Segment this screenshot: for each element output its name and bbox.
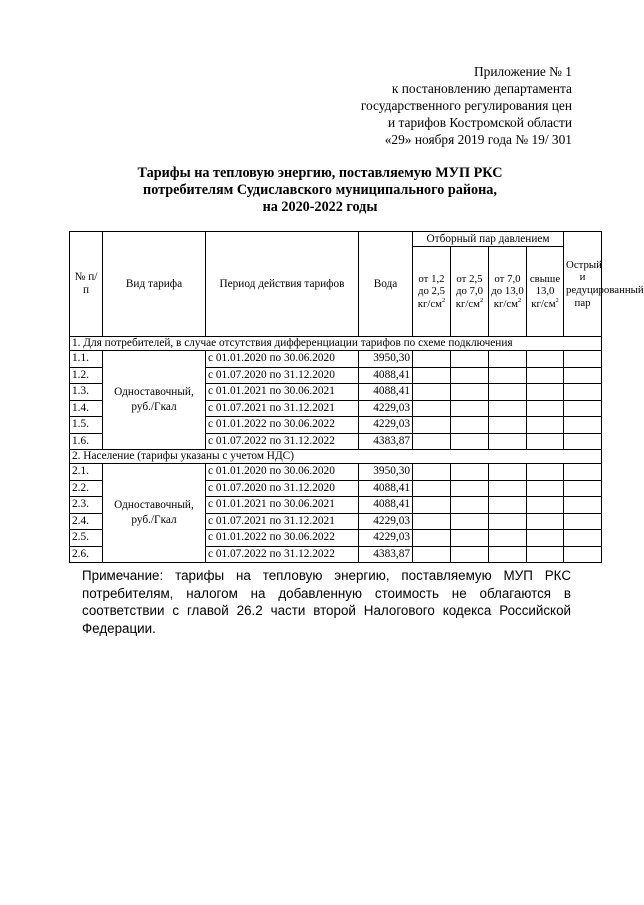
empty-steam-cell bbox=[489, 530, 527, 547]
water-tariff: 4088,41 bbox=[359, 384, 413, 401]
empty-steam-cell bbox=[413, 546, 451, 563]
note-text: Примечание: тарифы на тепловую энергию, поставляемую МУП РКС потребителям, налогом на добавленную стоимость не облагаются в соответствии с главой 26.2 части второй Налогового кодекса Российской Федерации. bbox=[82, 568, 571, 636]
empty-steam-cell bbox=[451, 480, 489, 497]
empty-steam-cell bbox=[527, 367, 564, 384]
empty-steam-cell bbox=[413, 351, 451, 368]
water-tariff: 4383,87 bbox=[359, 433, 413, 450]
tariff-period: с 01.07.2021 по 31.12.2021 bbox=[206, 513, 359, 530]
empty-steam-cell bbox=[527, 351, 564, 368]
empty-steam-cell bbox=[564, 384, 602, 401]
empty-steam-cell bbox=[413, 384, 451, 401]
document-title bbox=[0, 165, 640, 216]
empty-steam-cell bbox=[451, 513, 489, 530]
row-number: 2.2. bbox=[70, 480, 103, 497]
empty-steam-cell bbox=[489, 480, 527, 497]
empty-steam-cell bbox=[451, 464, 489, 481]
title-line: на 2020-2022 годы bbox=[262, 199, 378, 215]
section-title-row bbox=[70, 450, 602, 464]
tariff-period: с 01.07.2021 по 31.12.2021 bbox=[206, 400, 359, 417]
empty-steam-cell bbox=[451, 417, 489, 434]
row-number: 2.6. bbox=[70, 546, 103, 563]
header-steam-1: от 1,2 до 2,5 $кг/см^2$ bbox=[413, 247, 451, 337]
water-tariff: 4229,03 bbox=[359, 417, 413, 434]
empty-steam-cell bbox=[451, 433, 489, 450]
empty-steam-cell bbox=[451, 497, 489, 514]
empty-steam-cell bbox=[413, 464, 451, 481]
row-number: 1.3. bbox=[70, 384, 103, 401]
empty-steam-cell bbox=[527, 433, 564, 450]
empty-steam-cell bbox=[451, 546, 489, 563]
empty-steam-cell bbox=[413, 497, 451, 514]
empty-steam-cell bbox=[564, 464, 602, 481]
empty-steam-cell bbox=[413, 367, 451, 384]
tariff-period: с 01.07.2022 по 31.12.2022 bbox=[206, 546, 359, 563]
tariff-period: с 01.07.2020 по 31.12.2020 bbox=[206, 367, 359, 384]
water-tariff: 4229,03 bbox=[359, 513, 413, 530]
row-number: 1.6. bbox=[70, 433, 103, 450]
row-number: 2.1. bbox=[70, 464, 103, 481]
empty-steam-cell bbox=[489, 384, 527, 401]
empty-steam-cell bbox=[489, 367, 527, 384]
water-tariff: 4088,41 bbox=[359, 497, 413, 514]
row-number: 2.5. bbox=[70, 530, 103, 547]
tariff-period: с 01.01.2021 по 30.06.2021 bbox=[206, 497, 359, 514]
header-steam-4: свыше 13,0 $кг/см^2$ bbox=[527, 247, 564, 337]
empty-steam-cell bbox=[451, 351, 489, 368]
table-header-row bbox=[70, 232, 602, 247]
empty-steam-cell bbox=[413, 417, 451, 434]
row-number: 2.4. bbox=[70, 513, 103, 530]
tariff-period: с 01.01.2022 по 30.06.2022 bbox=[206, 530, 359, 547]
empty-steam-cell bbox=[413, 433, 451, 450]
empty-steam-cell bbox=[564, 417, 602, 434]
empty-steam-cell bbox=[564, 433, 602, 450]
empty-steam-cell bbox=[564, 513, 602, 530]
section-title: 2. Население (тарифы указаны с учетом НДС) bbox=[70, 450, 602, 464]
empty-steam-cell bbox=[489, 497, 527, 514]
tariff-period: с 01.01.2021 по 30.06.2021 bbox=[206, 384, 359, 401]
section-title: 1. Для потребителей, в случае отсутствия дифференциации тарифов по схеме подключения bbox=[70, 337, 602, 351]
appendix-line: к постановлению департамента bbox=[391, 81, 572, 96]
header-kind: Вид тарифа bbox=[103, 232, 206, 337]
header-period: Период действия тарифов bbox=[206, 232, 359, 337]
empty-steam-cell bbox=[564, 351, 602, 368]
empty-steam-cell bbox=[489, 464, 527, 481]
tariff-kind: Одноставочный, руб./Гкал bbox=[103, 351, 206, 450]
empty-steam-cell bbox=[564, 400, 602, 417]
table-row bbox=[70, 464, 602, 481]
empty-steam-cell bbox=[413, 400, 451, 417]
water-tariff: 4383,87 bbox=[359, 546, 413, 563]
empty-steam-cell bbox=[564, 546, 602, 563]
water-tariff: 4088,41 bbox=[359, 367, 413, 384]
empty-steam-cell bbox=[413, 513, 451, 530]
appendix-date-line: «29» ноября 2019 года № 19/ 301 bbox=[384, 132, 572, 147]
empty-steam-cell bbox=[564, 530, 602, 547]
empty-steam-cell bbox=[451, 400, 489, 417]
empty-steam-cell bbox=[527, 546, 564, 563]
empty-steam-cell bbox=[489, 513, 527, 530]
empty-steam-cell bbox=[489, 400, 527, 417]
empty-steam-cell bbox=[451, 384, 489, 401]
tariff-period: с 01.01.2022 по 30.06.2022 bbox=[206, 417, 359, 434]
empty-steam-cell bbox=[527, 464, 564, 481]
tariff-period: с 01.01.2020 по 30.06.2020 bbox=[206, 351, 359, 368]
empty-steam-cell bbox=[527, 530, 564, 547]
appendix-line: государственного регулирования цен bbox=[360, 98, 572, 113]
row-number: 1.4. bbox=[70, 400, 103, 417]
header-num: № п/п bbox=[70, 232, 103, 337]
empty-steam-cell bbox=[564, 480, 602, 497]
tariff-period: с 01.01.2020 по 30.06.2020 bbox=[206, 464, 359, 481]
water-tariff: 4229,03 bbox=[359, 400, 413, 417]
empty-steam-cell bbox=[489, 351, 527, 368]
empty-steam-cell bbox=[489, 417, 527, 434]
row-number: 1.5. bbox=[70, 417, 103, 434]
empty-steam-cell bbox=[413, 530, 451, 547]
row-number: 1.2. bbox=[70, 367, 103, 384]
header-steam-2: от 2,5 до 7,0 $кг/см^2$ bbox=[451, 247, 489, 337]
table-row bbox=[70, 351, 602, 368]
empty-steam-cell bbox=[527, 417, 564, 434]
water-tariff: 4088,41 bbox=[359, 480, 413, 497]
empty-steam-cell bbox=[564, 367, 602, 384]
tariff-kind: Одноставочный, руб./Гкал bbox=[103, 464, 206, 563]
tariff-period: с 01.07.2022 по 31.12.2022 bbox=[206, 433, 359, 450]
empty-steam-cell bbox=[527, 384, 564, 401]
water-tariff: 4229,03 bbox=[359, 530, 413, 547]
water-tariff: 3950,30 bbox=[359, 351, 413, 368]
empty-steam-cell bbox=[527, 480, 564, 497]
header-steam-3: от 7,0 до 13,0 $кг/см^2$ bbox=[489, 247, 527, 337]
empty-steam-cell bbox=[564, 497, 602, 514]
appendix-block bbox=[361, 63, 572, 148]
tariff-period: с 01.07.2020 по 31.12.2020 bbox=[206, 480, 359, 497]
row-number: 2.3. bbox=[70, 497, 103, 514]
empty-steam-cell bbox=[451, 530, 489, 547]
empty-steam-cell bbox=[527, 513, 564, 530]
title-line: потребителям Судиславского муниципального района, bbox=[143, 182, 497, 198]
title-line: Тарифы на тепловую энергию, поставляемую МУП РКС bbox=[137, 165, 503, 181]
empty-steam-cell bbox=[489, 546, 527, 563]
empty-steam-cell bbox=[451, 367, 489, 384]
empty-steam-cell bbox=[489, 433, 527, 450]
header-water: Вода bbox=[359, 232, 413, 337]
empty-steam-cell bbox=[413, 480, 451, 497]
section-title-row bbox=[70, 337, 602, 351]
header-live-steam: Острый и редуцированный пар bbox=[564, 232, 602, 337]
header-steam-group: Отборный пар давлением bbox=[413, 232, 564, 247]
appendix-line: и тарифов Костромской области bbox=[388, 115, 572, 130]
empty-steam-cell bbox=[527, 400, 564, 417]
row-number: 1.1. bbox=[70, 351, 103, 368]
tariff-table bbox=[69, 231, 644, 563]
appendix-line: Приложение № 1 bbox=[473, 64, 572, 79]
water-tariff: 3950,30 bbox=[359, 464, 413, 481]
empty-steam-cell bbox=[527, 497, 564, 514]
